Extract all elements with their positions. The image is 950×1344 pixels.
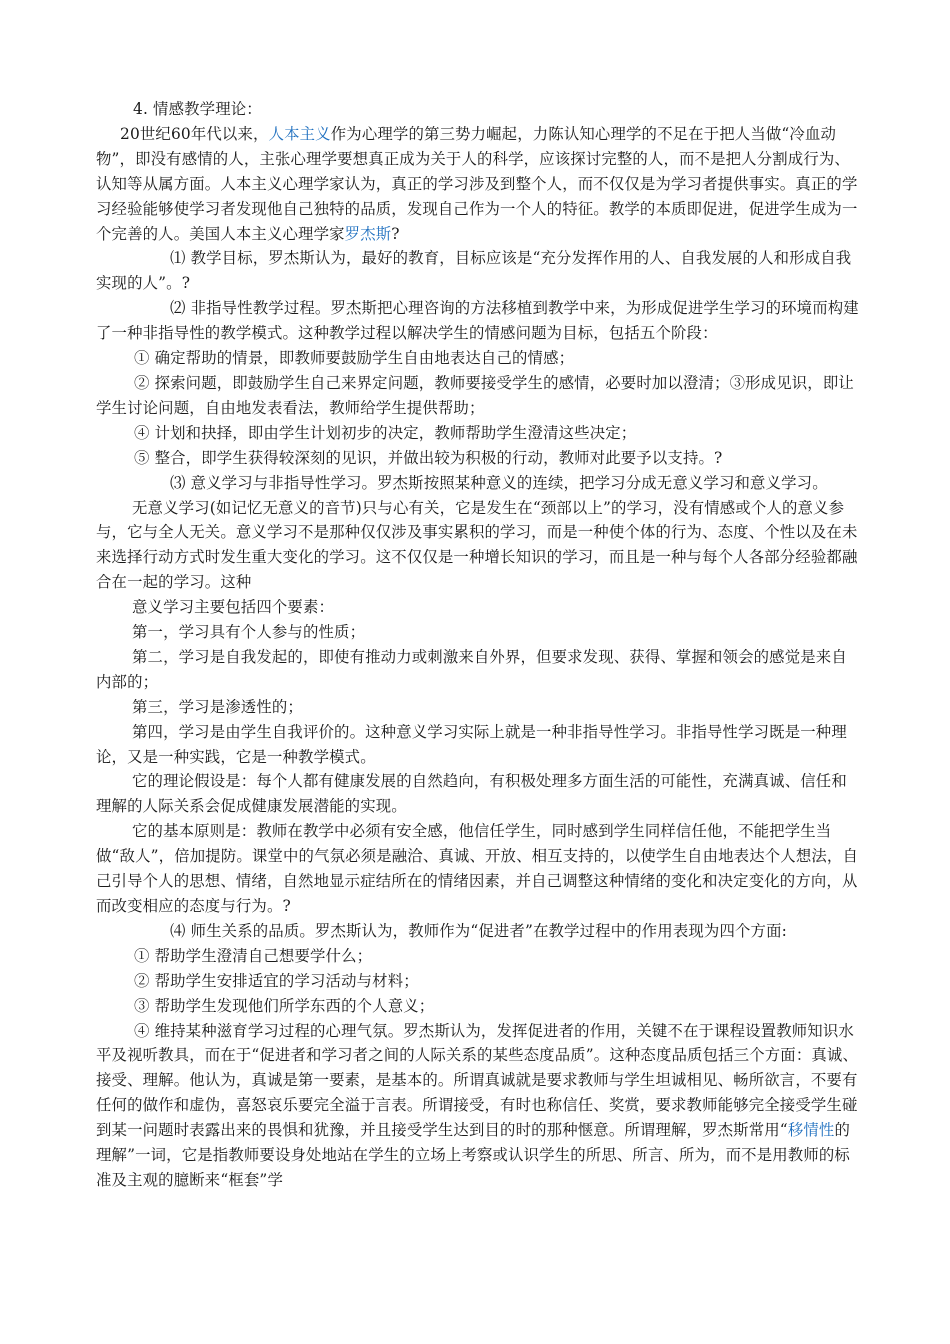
nondirective-process-paragraph: ⑵ 非指导性教学过程。罗杰斯把心理咨询的方法移植到教学中来，为形成促进学生学习的环境而构建了一种非指导性的教学模式。这种教学过程以解决学生的情感问题为目标，包括五个阶段： [96, 299, 859, 343]
teacher-student-relation-heading: ⑷ 师生关系的品质。罗杰斯认为，教师作为“促进者”在教学过程中的作用表现为四个方面: [170, 921, 787, 940]
intro-text-end: ? [391, 224, 400, 243]
stage-item-5: ⑤ 整合，即学生获得较深刻的见识，并做出较为积极的行动，教师对此要予以支持。? [134, 448, 723, 467]
humanism-link[interactable]: 人本主义 [268, 124, 331, 143]
stage-item-4: ④ 计划和抉择，即由学生计划初步的决定，教师帮助学生澄清这些决定； [134, 423, 637, 442]
empathy-link[interactable]: 移情性 [787, 1121, 835, 1140]
facilitator-item-4-text: ④ 维持某种滋育学习过程的心理气氛。罗杰斯认为，发挥促进者的作用，关键不在于课程设置教师知识水平及视听教具，而在于“促进者和学习者之间的人际关系的某些态度品质”。这种态度品质包括三个方面：真诚、接受、理解。他认为，真诚是第一要素，是基本的。所谓真诚就是要求教师与学生坦诚相见、畅所欲言，不要有任何的做作和虚伪，喜怒哀乐要完全溢于言表。所谓接受，有时也称信任、奖赏，要求教师能够完全接受学生碰到某一问题时表露出来的畏惧和犹豫，并且接受学生达到目的时的那种惬意。所谓理解，罗杰斯常用“ [96, 1021, 858, 1140]
theory-assumption-paragraph: 它的理论假设是：每个人都有健康发展的自然趋向，有积极处理多方面生活的可能性，充满真诚、信任和理解的人际关系会促成健康发展潜能的实现。 [96, 772, 847, 816]
meaningless-learning-paragraph: 无意义学习(如记忆无意义的音节)只与心有关，它是发生在“颈部以上”的学习，没有情感或个人的意义参与，它与全人无关。意义学习不是那种仅仅涉及事实累积的学习，而是一种使个体的行为、态度、个性以及在未来选择行动方式时发生重大变化的学习。这不仅仅是一种增长知识的学习，而且是一种与每个人各部分经验都融合在一起的学习。这种 [96, 498, 858, 592]
stage-item-1: ① 确定帮助的情景，即教师要鼓励学生自由地表达自己的情感； [134, 349, 575, 368]
facilitator-item-4 [96, 1019, 862, 1193]
facilitator-item-1: ① 帮助学生澄清自己想要学什么； [134, 946, 373, 965]
facilitator-item-3: ③ 帮助学生发现他们所学东西的个人意义； [134, 996, 435, 1015]
intro-paragraph [96, 122, 862, 247]
facilitator-item-2: ② 帮助学生安排适宜的学习活动与材料； [134, 971, 419, 990]
four-elements-intro: 意义学习主要包括四个要素： [132, 598, 335, 617]
intro-text-start: 20世纪60年代以来， [120, 124, 269, 143]
element-second: 第二，学习是自我发起的，即使有推动力或刺激来自外界，但要求发现、获得、掌握和领会的感觉是来自内部的； [96, 647, 847, 691]
document-page [96, 97, 862, 1193]
element-third: 第三，学习是渗透性的； [132, 697, 303, 716]
section-title: 4. 情感教学理论： [133, 100, 262, 118]
basic-principle-paragraph: 它的基本原则是：教师在教学中必须有安全感，他信任学生，同时感到学生同样信任他，不能把学生当做“敌人”，倍加提防。课堂中的气氛必须是融洽、真诚、开放、相互支持的，以使学生自由地表达个人想法，自己引导个人的思想、情绪，自然地显示症结所在的情绪因素，并自己调整这种情绪的变化和决定变化的方向，从而改变相应的态度与行为。? [96, 822, 858, 915]
meaningful-learning-heading: ⑶ 意义学习与非指导性学习。罗杰斯按照某种意义的连续，把学习分成无意义学习和意义学习。 [170, 473, 828, 492]
rogers-link[interactable]: 罗杰斯 [344, 224, 392, 243]
element-first: 第一，学习具有个人参与的性质； [132, 623, 366, 642]
intro-text-middle: 作为心理学的第三势力崛起，力陈认知心理学的不足在于把人当做“冷血动物”，即没有感情的人，主张心理学要想真正成为关于人的科学，应该探讨完整的人，而不是把人分割成行为、认知等从属方面。人本主义心理学家认为，真正的学习涉及到整个人，而不仅仅是为学习者提供事实。真正的学习经验能够使学习者发现他自己独特的品质，发现自己作为一个人的特征。教学的本质即促进，促进学生成为一个完善的人。美国人本主义心理学家 [96, 124, 858, 243]
element-fourth: 第四，学习是由学生自我评价的。这种意义学习实际上就是一种非指导性学习。非指导性学习既是一种理论，又是一种实践，它是一种教学模式。 [96, 722, 847, 766]
teaching-goal-paragraph: ⑴ 教学目标，罗杰斯认为，最好的教育，目标应该是“充分发挥作用的人、自我发展的人和形成自我实现的人”。? [96, 249, 852, 293]
facilitator-item-4-tail: 的理解”一词，它是指教师要设身处地站在学生的立场上考察或认识学生的所思、所言、所为，而不是用教师的标准及主观的臆断来“框套”学 [96, 1121, 850, 1189]
stage-item-2: ② 探索问题，即鼓励学生自己来界定问题，教师要接受学生的感情，必要时加以澄清；③形成见识，即让学生讨论问题，自由地发表看法，教师给学生提供帮助； [96, 373, 854, 417]
